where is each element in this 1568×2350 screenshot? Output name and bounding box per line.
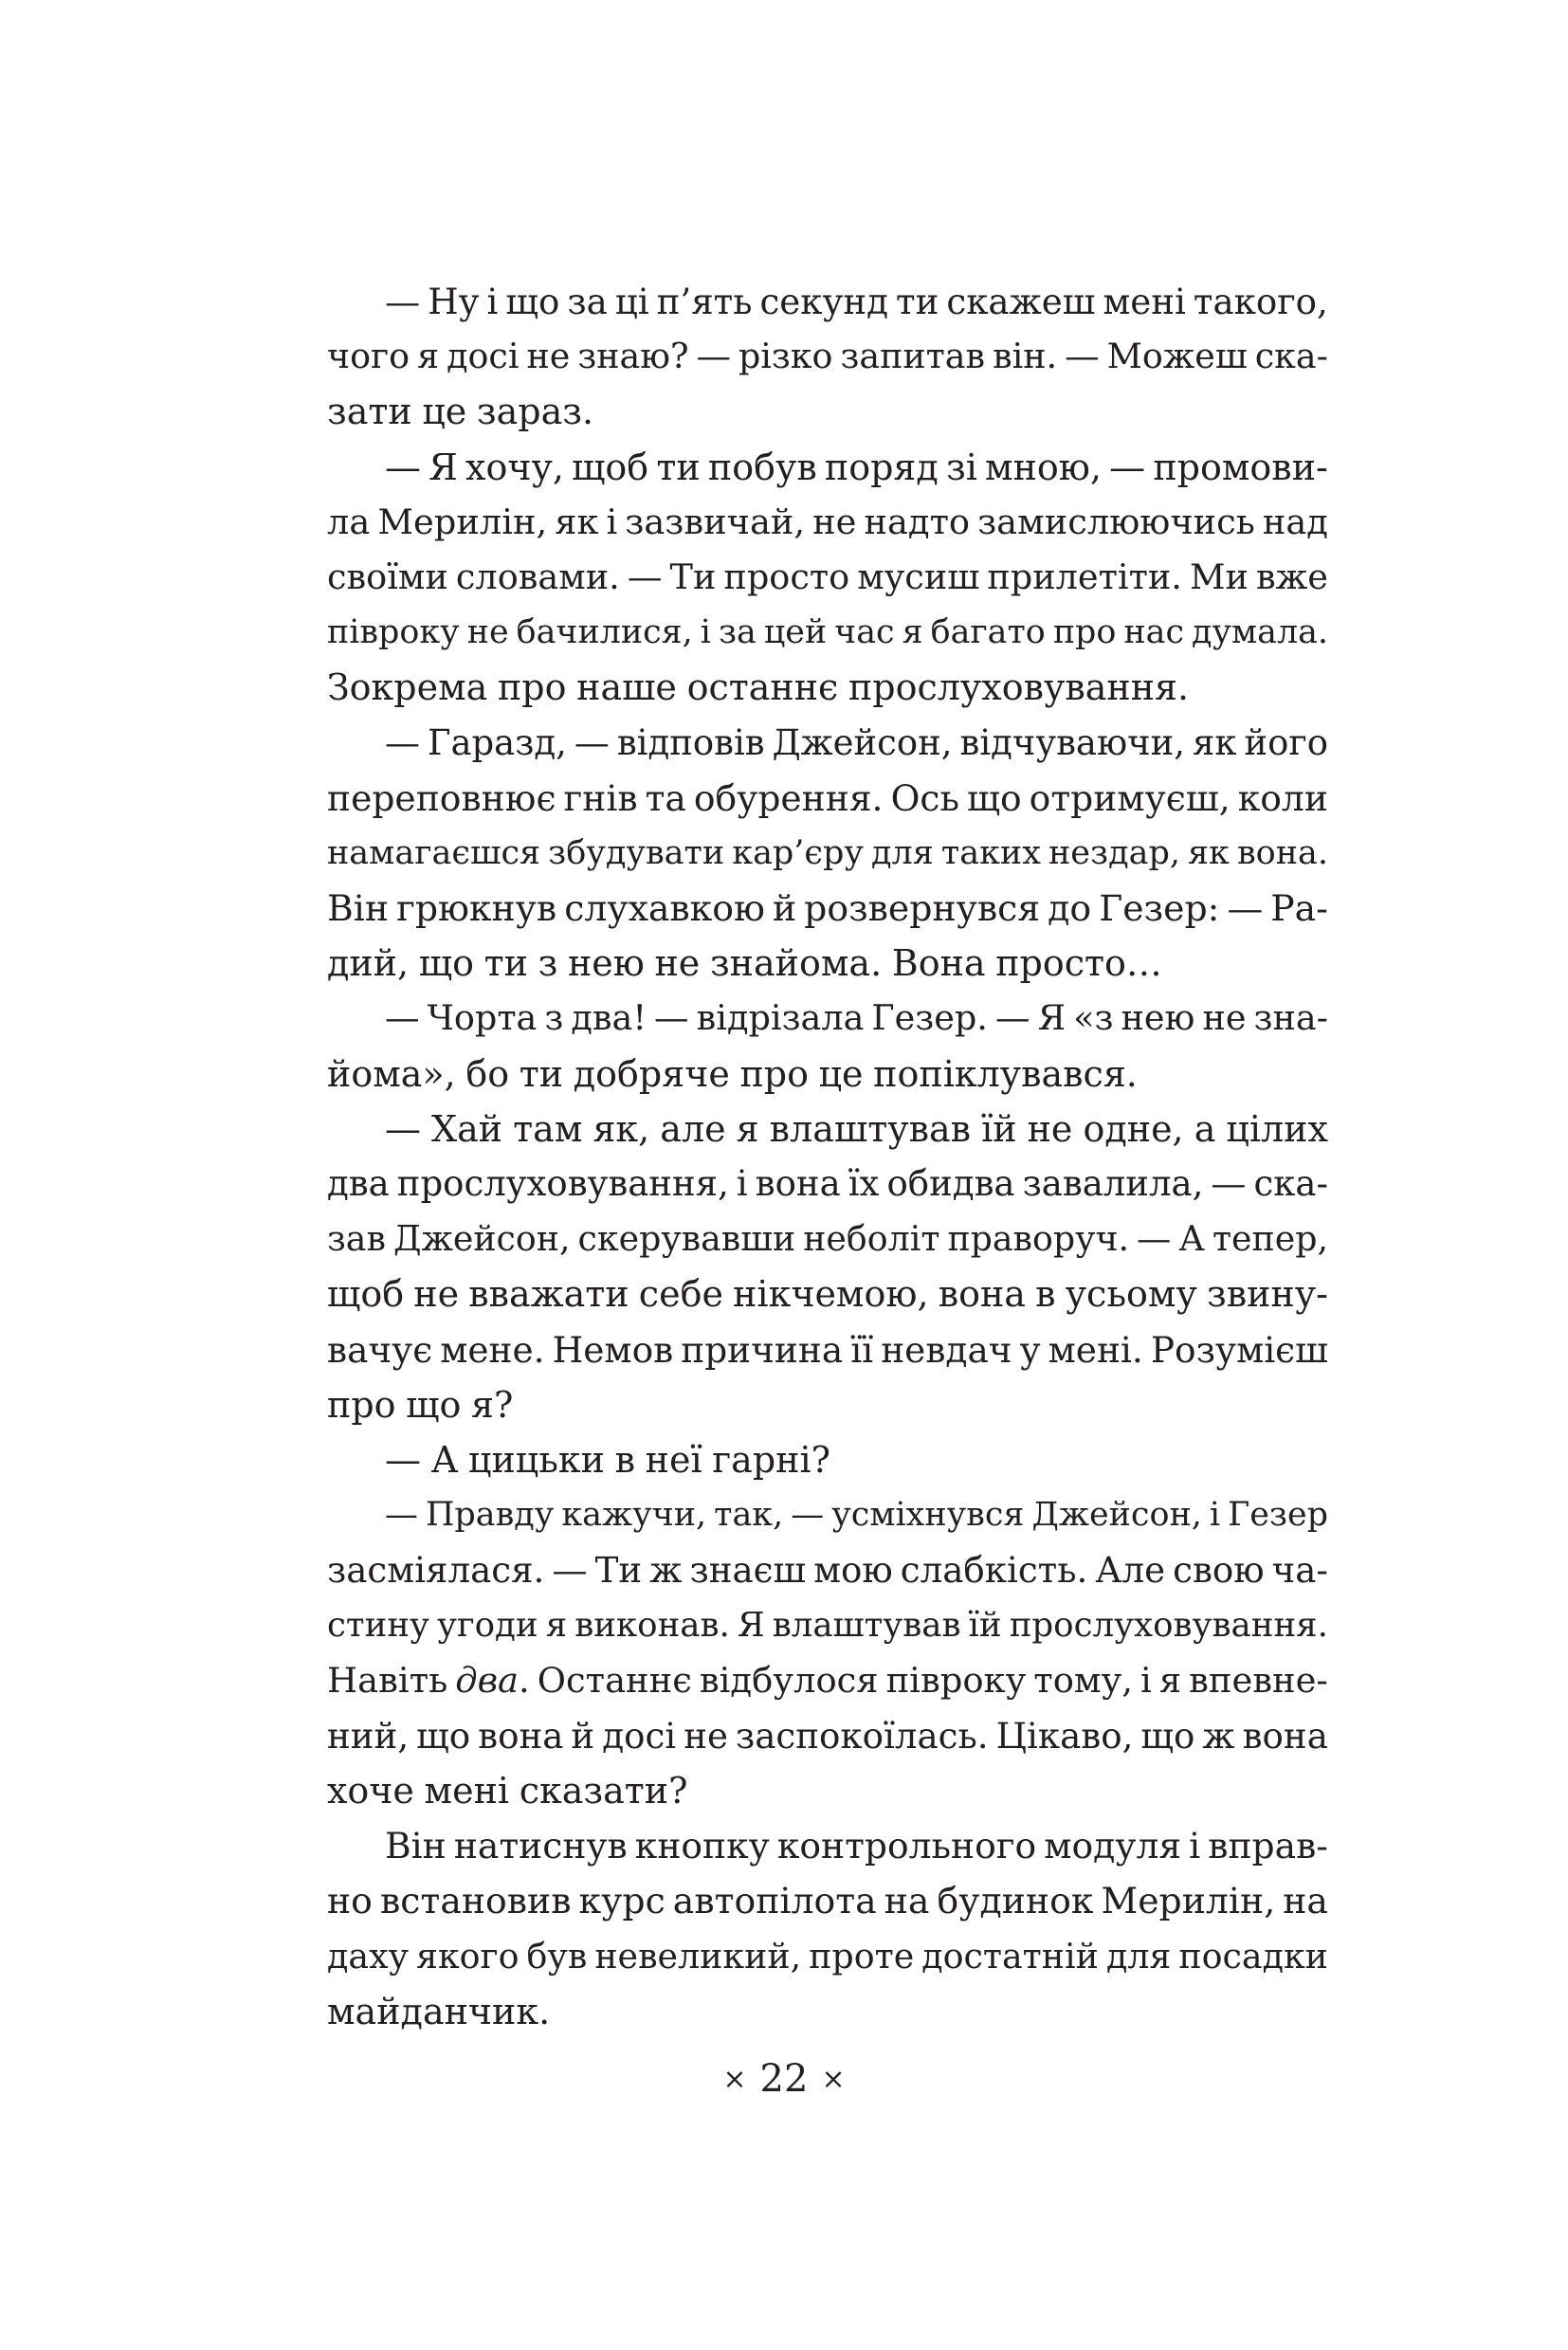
text-line: чого я досі не знаю? — різко запитав він. — Можеш ска-	[327, 336, 1328, 377]
text-line: стину угоди я виконав. Я влаштував їй прослуховування.	[327, 1605, 1328, 1645]
text-line: Навіть два. Останнє відбулося півроку тому, і я впевне-	[327, 1659, 1328, 1701]
text-line: хоче мені сказати?	[327, 1770, 688, 1813]
text-line: щоб не вважати себе нікчемою, вона в усьому звину-	[327, 1273, 1328, 1316]
text-line: переповнює гнів та обурення. Ось що отримуєш, коли	[327, 776, 1328, 819]
text-line: півроку не бачилися, і за цей час я багато про нас думала.	[327, 613, 1328, 652]
text-line: Він грюкнув слухавкою й розвернувся до Гезер: — Ра-	[327, 887, 1328, 930]
text-line: майданчик.	[327, 1990, 551, 2032]
text-line: ла Мерилін, як і зазвичай, не надто замислюючись над	[327, 501, 1328, 542]
text-line: засміялася. — Ти ж знаєш мою слабкість. Але свою ча-	[327, 1549, 1328, 1592]
text-line: про що я?	[327, 1383, 514, 1426]
page-number	[0, 2057, 1568, 2101]
text-line: Він натиснув кнопку контрольного модуля і вправ-	[385, 1825, 1328, 1867]
text-line: — Гаразд, — відповів Джейсон, відчуваючи, як його	[385, 721, 1328, 763]
text-line: — А цицьки в неї гарні?	[385, 1438, 830, 1481]
text-line: — Ну і що за ці п’ять секунд ти скажеш мені такого,	[385, 281, 1328, 322]
folio-ornament-left: ×	[722, 2063, 747, 2096]
folio-ornament-right: ×	[821, 2063, 846, 2096]
text-line: зав Джейсон, скерувавши неболіт праворуч. — А тепер,	[327, 1218, 1328, 1260]
text-line: два прослуховування, і вона їх обидва завалила, — ска-	[327, 1163, 1328, 1204]
text-line: йома», бо ти добряче про це попіклувався.	[327, 1052, 1138, 1095]
text-line: — Чорта з два! — відрізала Гезер. — Я «з нею не зна-	[385, 997, 1328, 1039]
text-line: но встановив курс автопілота на будинок Мерилін, на	[327, 1880, 1328, 1922]
text-line: ний, що вона й досі не заспокоїлась. Цікаво, що ж вона	[327, 1714, 1328, 1757]
text-line: — Я хочу, щоб ти побув поряд зі мною, — промови-	[385, 446, 1328, 488]
text-line: — Хай там як, але я влаштував їй не одне, а цілих	[385, 1107, 1328, 1150]
text-line: даху якого був невеликий, проте достатній для посадки	[327, 1935, 1328, 1977]
text-line: дий, що ти з нею не знайома. Вона просто…	[327, 942, 1162, 985]
body-text	[327, 274, 1328, 2039]
text-line: намагаєшся збудувати кар’єру для таких нездар, як вона.	[327, 833, 1328, 872]
text-line: Зокрема про наше останнє прослуховування.	[327, 666, 1190, 709]
text-line: — Правду кажучи, так, — усміхнувся Джейсон, і Гезер	[385, 1496, 1328, 1535]
text-line: зати це зараз.	[327, 391, 594, 433]
text-line: вачує мене. Немов причина її невдач у мені. Розумієш	[327, 1328, 1328, 1371]
page-number-value: 22	[759, 2057, 809, 2101]
text-line: своїми словами. — Ти просто мусиш прилетіти. Ми вже	[327, 556, 1328, 597]
